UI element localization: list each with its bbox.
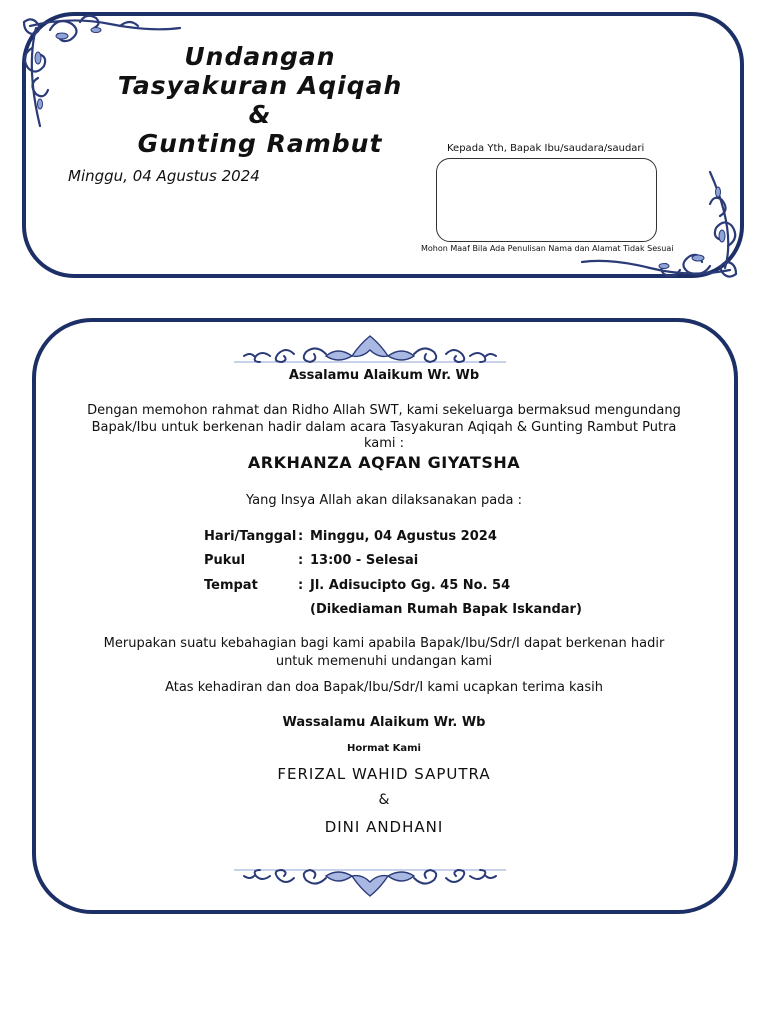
place-note: (Dikediaman Rumah Bapak Iskandar) xyxy=(310,602,582,617)
thanks-line: Atas kehadiran dan doa Bapak/Ibu/Sdr/I kami ucapkan terima kasih xyxy=(165,680,603,695)
schedule-row-place xyxy=(204,578,510,593)
schedule-intro: Yang Insya Allah akan dilaksanakan pada : xyxy=(246,493,522,508)
place-label: Tempat xyxy=(204,578,258,593)
intro-line-3: kami : xyxy=(363,436,405,451)
time-value: 13:00 - Selesai xyxy=(310,553,419,568)
schedule-row-date xyxy=(204,529,497,544)
closing-line-1: Merupakan suatu kebahagian bagi kami apabila Bapak/Ibu/Sdr/I dapat berkenan hadir xyxy=(103,636,665,651)
schedule-row-time xyxy=(204,553,418,568)
intro-line-2: Bapak/Ibu untuk berkenan hadir dalam acara Tasyakuran Aqiqah & Gunting Rambut Putra xyxy=(91,420,677,435)
title-ampersand: & xyxy=(248,100,272,129)
separator: : xyxy=(298,578,304,593)
child-name: ARKHANZA AQFAN GIYATSHA xyxy=(247,453,521,472)
title-line-1: Undangan xyxy=(184,42,336,71)
intro-line-1: Dengan memohon rahmat dan Ridho Allah SWT, kami sekeluarga bermaksud mengundang xyxy=(87,403,681,418)
apology-note: Mohon Maaf Bila Ada Penulisan Nama dan Alamat Tidak Sesuai xyxy=(421,244,674,253)
date-label: Hari/Tanggal xyxy=(204,529,297,544)
separator: : xyxy=(298,553,304,568)
address-box xyxy=(436,158,657,242)
parent-name-1: FERIZAL WAHID SAPUTRA xyxy=(277,765,491,783)
top-divider xyxy=(234,330,506,366)
farewell: Wassalamu Alaikum Wr. Wb xyxy=(282,715,486,730)
place-value: Jl. Adisucipto Gg. 45 No. 54 xyxy=(310,578,511,593)
regards-label: Hormat Kami xyxy=(347,743,421,754)
separator: : xyxy=(298,529,304,544)
title-line-4: Gunting Rambut xyxy=(137,129,383,158)
time-label: Pukul xyxy=(204,553,246,568)
greeting: Assalamu Alaikum Wr. Wb xyxy=(288,368,480,383)
parent-name-2: DINI ANDHANI xyxy=(324,818,444,836)
closing-line-2: untuk memenuhi undangan kami xyxy=(275,654,493,669)
envelope-date: Minggu, 04 Agustus 2024 xyxy=(68,167,260,185)
addressee-label: Kepada Yth, Bapak Ibu/saudara/saudari xyxy=(447,143,645,154)
bottom-divider xyxy=(234,866,506,902)
title-line-2: Tasyakuran Aqiqah xyxy=(117,71,403,100)
names-ampersand: & xyxy=(378,792,390,808)
date-value: Minggu, 04 Agustus 2024 xyxy=(310,529,497,544)
